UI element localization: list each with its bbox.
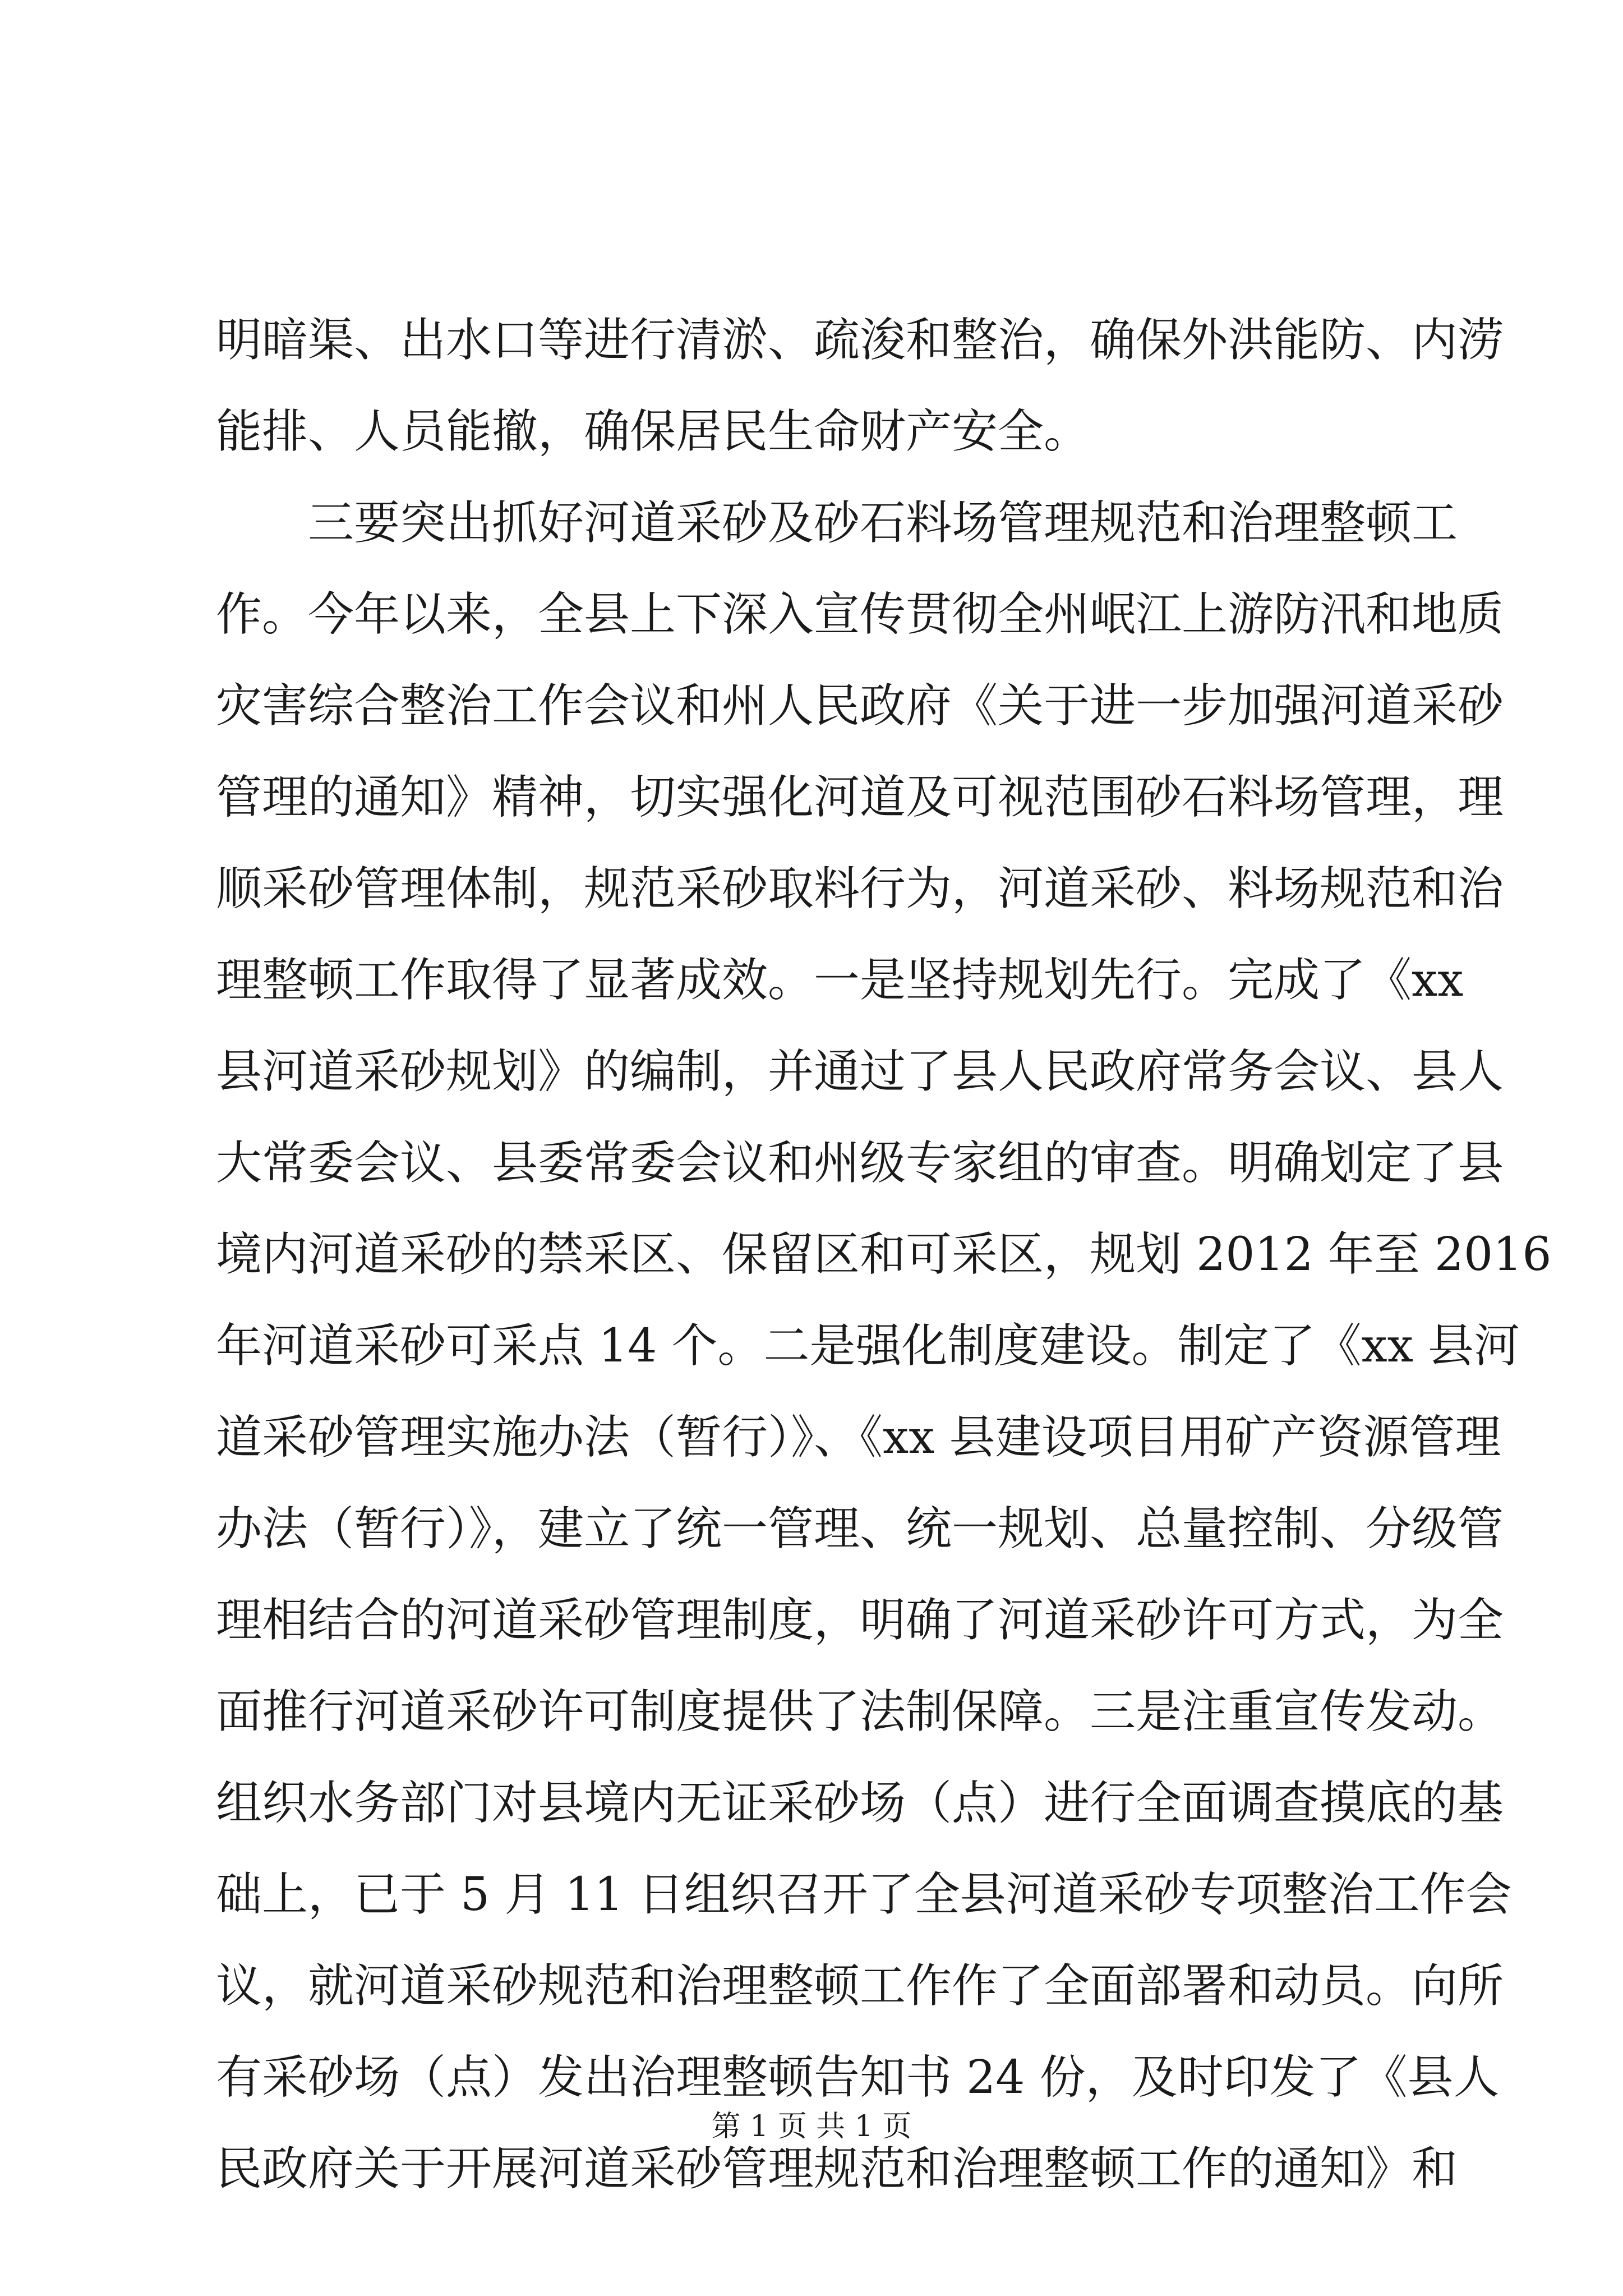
text-line: 明暗渠、出水口等进行清淤、疏浚和整治，确保外洪能防、内涝 — [216, 314, 1504, 367]
text-line: 理相结合的河道采砂管理制度，明确了河道采砂许可方式，为全 — [216, 1594, 1504, 1647]
text-line: 道采砂管理实施办法（暂行）》、《xx 县建设项目用矿产资源管理 — [216, 1411, 1501, 1464]
text-line: 议，就河道采砂规范和治理整顿工作作了全面部署和动员。向所 — [216, 1959, 1504, 2013]
text-line: 组织水务部门对县境内无证采砂场（点）进行全面调查摸底的基 — [216, 1777, 1504, 1830]
text-line: 顺采砂管理体制，规范采砂取料行为，河道采砂、料场规范和治 — [216, 862, 1504, 915]
page-footer: 第 1 页 共 1 页 — [711, 2110, 912, 2143]
text-line: 县河道采砂规划》的编制，并通过了县人民政府常务会议、县人 — [216, 1045, 1504, 1098]
text-line: 面推行河道采砂许可制度提供了法制保障。三是注重宣传发动。 — [216, 1685, 1504, 1738]
text-line: 大常委会议、县委常委会议和州级专家组的审查。明确划定了县 — [216, 1137, 1504, 1190]
text-line: 灾害综合整治工作会议和州人民政府《关于进一步加强河道采砂 — [216, 679, 1504, 733]
text-line: 三要突出抓好河道采砂及砂石料场管理规范和治理整顿工 — [308, 496, 1458, 550]
text-line: 理整顿工作取得了显著成效。一是坚持规划先行。完成了《xx — [216, 954, 1464, 1007]
text-line: 管理的通知》精神，切实强化河道及可视范围砂石料场管理，理 — [216, 771, 1504, 824]
body-text — [216, 295, 1552, 2215]
text-line: 年河道采砂可采点 14 个。二是强化制度建设。制定了《xx 县河 — [216, 1319, 1520, 1373]
text-line: 境内河道采砂的禁采区、保留区和可采区，规划 2012 年至 2016 — [216, 1228, 1552, 1281]
text-line: 能排、人员能撤，确保居民生命财产安全。 — [216, 405, 1090, 458]
text-line: 民政府关于开展河道采砂管理规范和治理整顿工作的通知》和 — [216, 2142, 1458, 2196]
text-line: 作。今年以来，全县上下深入宣传贯彻全州岷江上游防汛和地质 — [216, 588, 1504, 641]
text-line: 有采砂场（点）发出治理整顿告知书 24 份，及时印发了《县人 — [216, 2051, 1500, 2104]
text-line: 础上，已于 5 月 11 日组织召开了全县河道采砂专项整治工作会 — [216, 1868, 1512, 1921]
text-line: 办法（暂行）》，建立了统一管理、统一规划、总量控制、分级管 — [216, 1502, 1504, 1556]
